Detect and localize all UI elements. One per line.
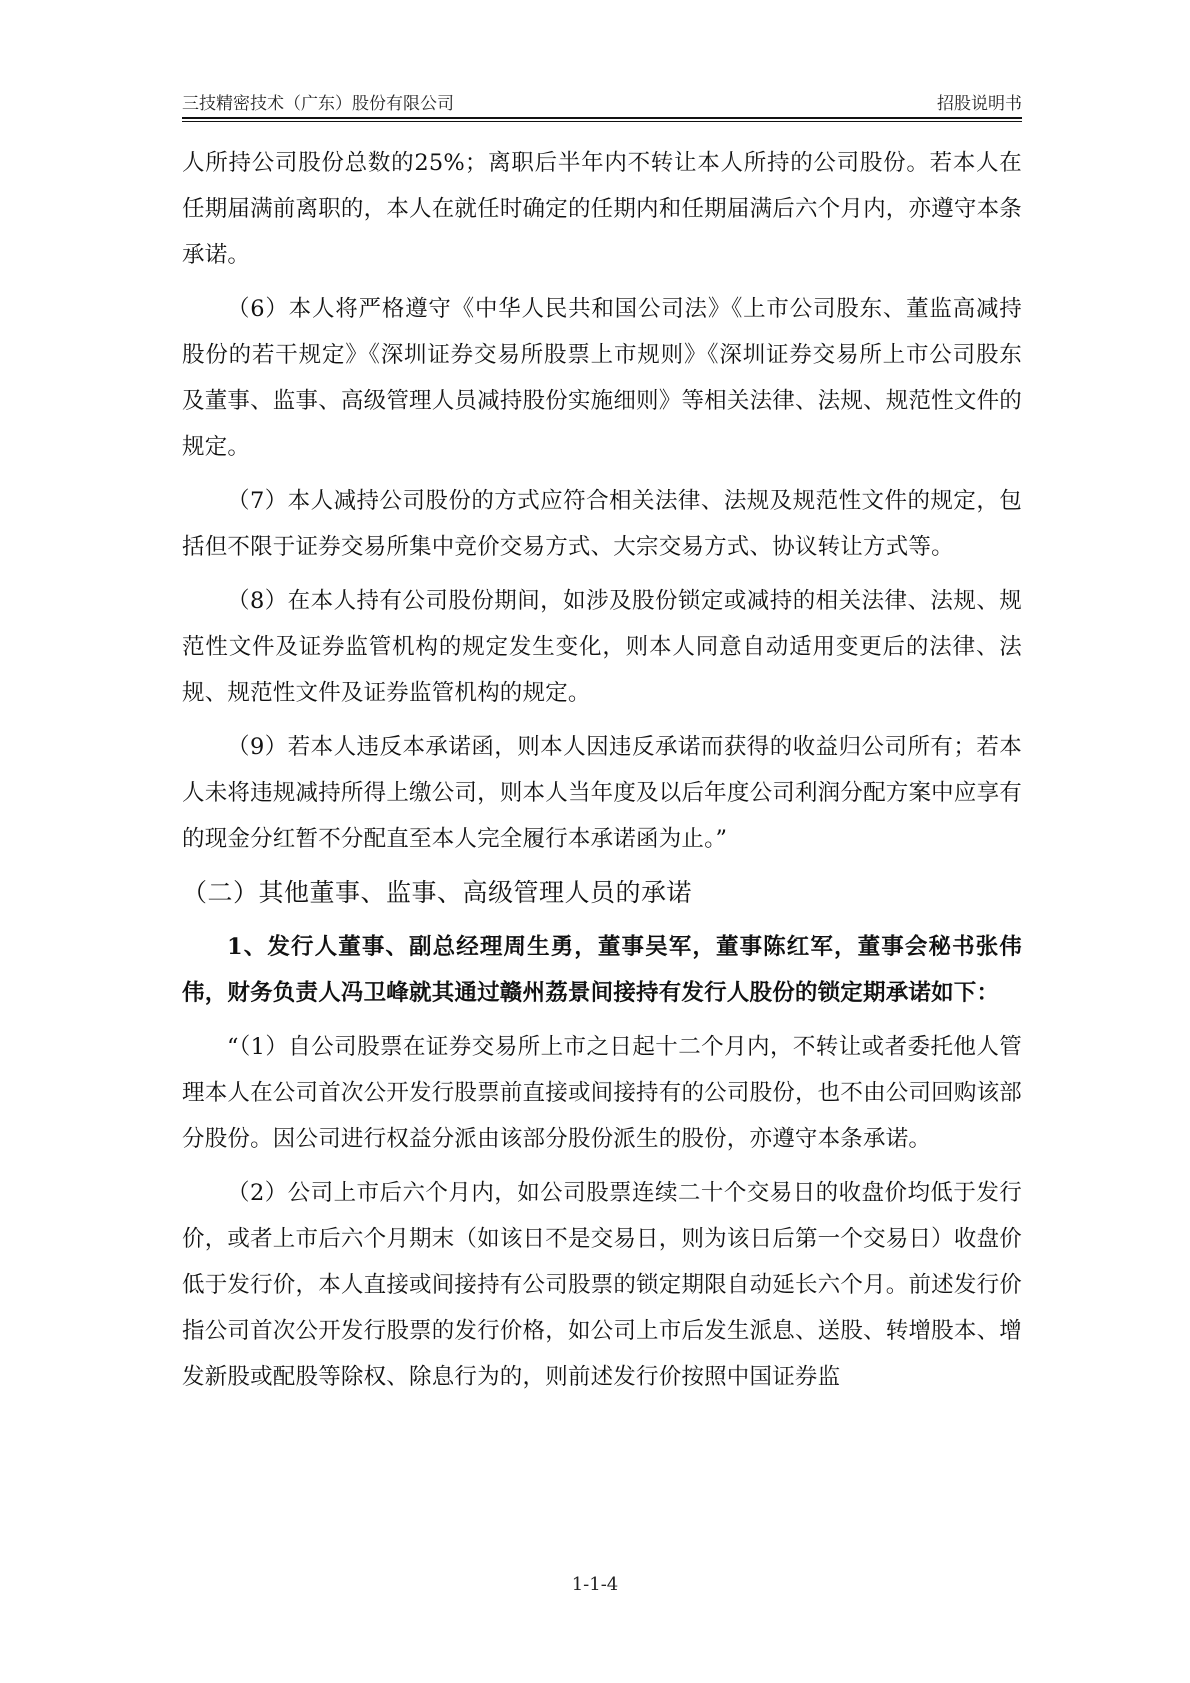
header-rule-thin bbox=[182, 121, 1022, 122]
page-header bbox=[182, 84, 1022, 114]
paragraph-continued: 人所持公司股份总数的25%；离职后半年内不转让本人所持的公司股份。若本人在任期届满前离职的，本人在就任时确定的任期内和任期届满后六个月内，亦遵守本条承诺。 bbox=[182, 150, 1022, 268]
subsection-heading: 1、发行人董事、副总经理周生勇，董事吴军，董事陈红军，董事会秘书张伟伟，财务负责人冯卫峰就其通过赣州荔景间接持有发行人股份的锁定期承诺如下： bbox=[182, 934, 1022, 1006]
paragraph-item-7: （7）本人减持公司股份的方式应符合相关法律、法规及规范性文件的规定，包括但不限于证券交易所集中竞价交易方式、大宗交易方式、协议转让方式等。 bbox=[182, 488, 1022, 560]
paragraph-commitment-1: “（1）自公司股票在证券交易所上市之日起十二个月内，不转让或者委托他人管理本人在公司首次公开发行股票前直接或间接持有的公司股份，也不由公司回购该部分股份。因公司进行权益分派由该部分股份派生的股份，亦遵守本条承诺。 bbox=[182, 1034, 1022, 1152]
paragraph-item-9: （9）若本人违反本承诺函，则本人因违反承诺而获得的收益归公司所有；若本人未将违规减持所得上缴公司，则本人当年度及以后年度公司利润分配方案中应享有的现金分红暂不分配直至本人完全履行本承诺函为止。” bbox=[182, 734, 1022, 852]
page-number: 1-1-4 bbox=[571, 1574, 619, 1595]
header-company-name: 三技精密技术（广东）股份有限公司 bbox=[182, 94, 454, 114]
paragraph-commitment-2: （2）公司上市后六个月内，如公司股票连续二十个交易日的收盘价均低于发行价，或者上市后六个月期末（如该日不是交易日，则为该日后第一个交易日）收盘价低于发行价，本人直接或间接持有公司股票的锁定期限自动延长六个月。前述发行价指公司首次公开发行股票的发行价格，如公司上市后发生派息、送股、转增股本、增发新股或配股等除权、除息行为的，则前述发行价按照中国证券监 bbox=[182, 1180, 1022, 1390]
paragraph-item-8: （8）在本人持有公司股份期间，如涉及股份锁定或减持的相关法律、法规、规范性文件及证券监管机构的规定发生变化，则本人同意自动适用变更后的法律、法规、规范性文件及证券监管机构的规定。 bbox=[182, 588, 1022, 706]
header-document-type: 招股说明书 bbox=[937, 94, 1022, 114]
page-body bbox=[182, 140, 1022, 1408]
section-heading: （二）其他董事、监事、高级管理人员的承诺 bbox=[182, 878, 693, 907]
header-rule-thick bbox=[182, 117, 1022, 119]
paragraph-item-6: （6）本人将严格遵守《中华人民共和国公司法》《上市公司股东、董监高减持股份的若干规定》《深圳证券交易所股票上市规则》《深圳证券交易所上市公司股东及董事、监事、高级管理人员减持股份实施细则》等相关法律、法规、规范性文件的规定。 bbox=[182, 296, 1022, 460]
